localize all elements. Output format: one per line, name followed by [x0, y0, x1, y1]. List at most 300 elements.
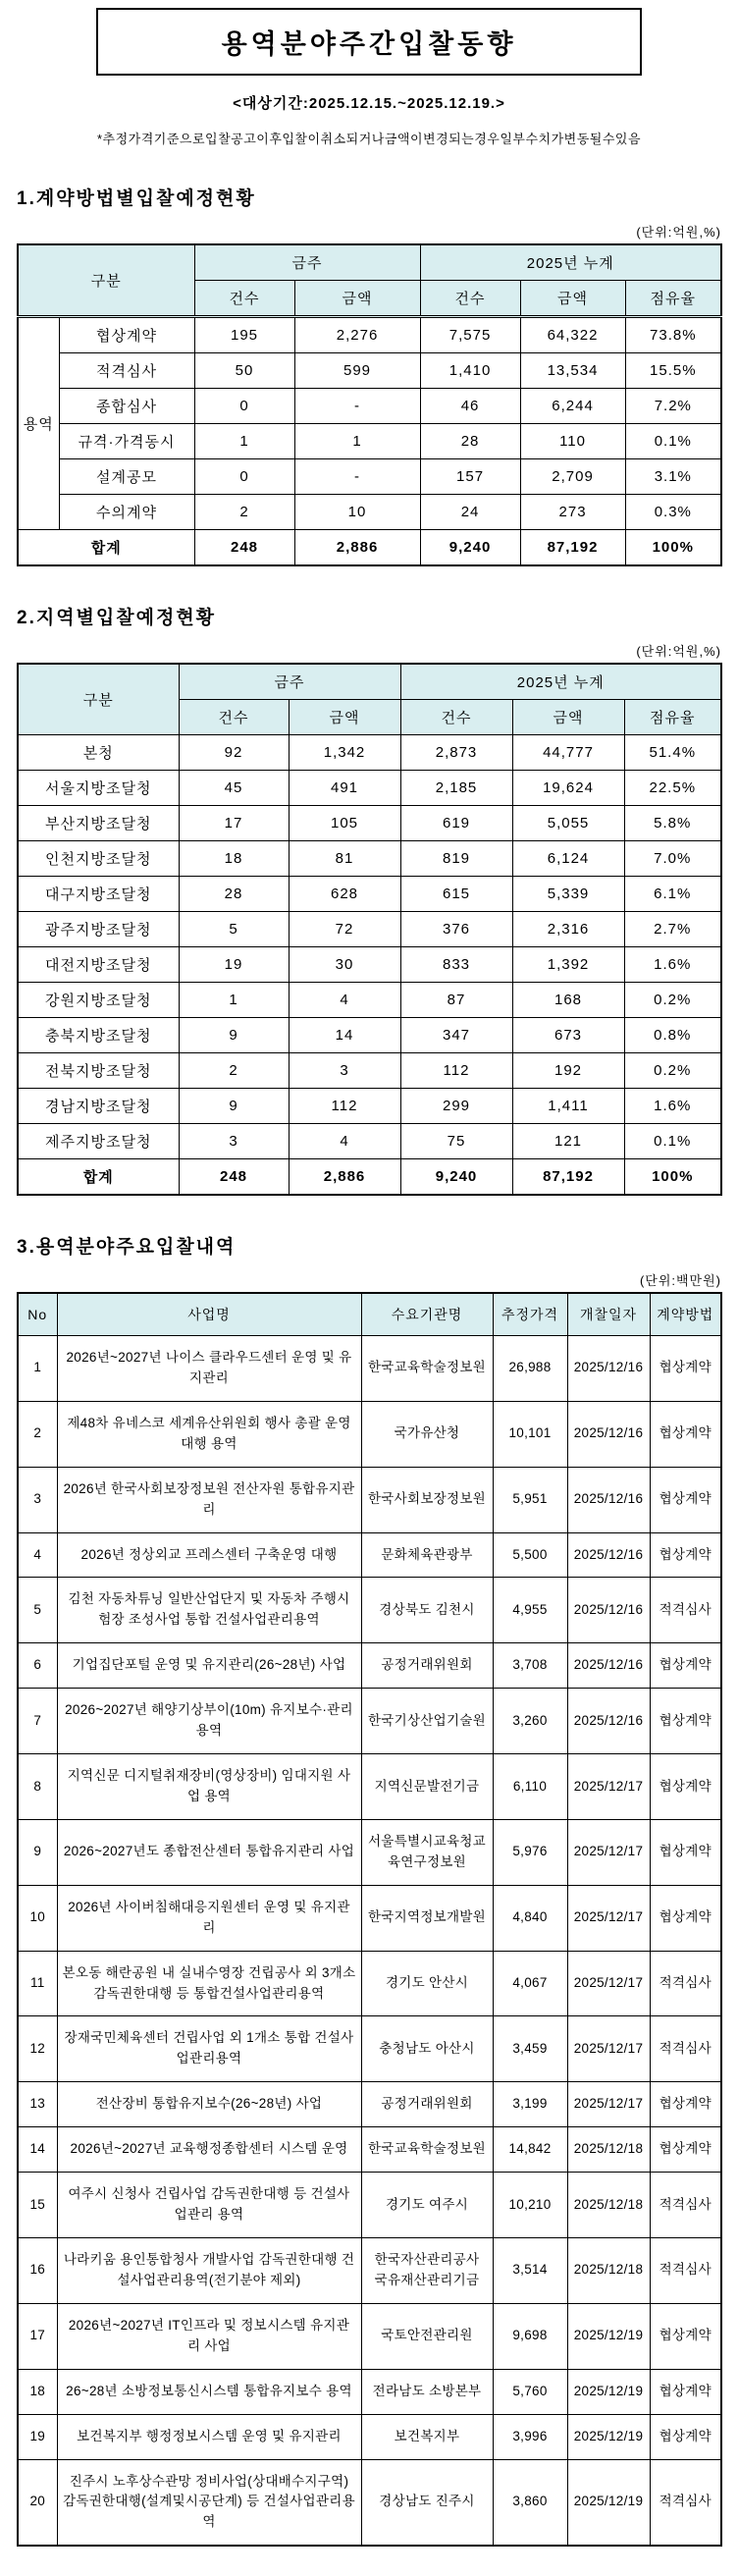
- share-header: 점유율: [624, 700, 721, 735]
- share-cell: 1.6%: [624, 1089, 721, 1124]
- table-row: [18, 2303, 721, 2369]
- table-row: [18, 912, 721, 947]
- table-row: [18, 1467, 721, 1532]
- row-number: 18: [18, 2369, 57, 2414]
- date-cell: 2025/12/17: [567, 1819, 650, 1885]
- table-row: [18, 495, 721, 530]
- table-row: [18, 2016, 721, 2082]
- amount-cell: 491: [289, 771, 400, 806]
- method-cell: 협상계약: [650, 2082, 721, 2127]
- share-cell: 0.2%: [624, 983, 721, 1018]
- amount-cell: 2,709: [520, 459, 625, 495]
- method-cell: 협상계약: [650, 1467, 721, 1532]
- org-cell: 서울특별시교육청교육연구정보원: [361, 1819, 493, 1885]
- org-cell: 공정거래위원회: [361, 2082, 493, 2127]
- amount-cell: 13,534: [520, 353, 625, 389]
- amount-cell: 81: [289, 841, 400, 877]
- count-cell: 18: [179, 841, 289, 877]
- table-row: [18, 841, 721, 877]
- count-cell: 2: [194, 495, 294, 530]
- project-name-cell: 김천 자동차튜닝 일반산업단지 및 자동차 주행시험장 조성사업 통합 건설사업관리용역: [57, 1578, 361, 1643]
- table-row: [18, 459, 721, 495]
- count-header: 건수: [179, 700, 289, 735]
- contract-method-table: [17, 243, 722, 566]
- method-cell: 적격심사: [650, 2016, 721, 2082]
- table-row: [18, 317, 721, 353]
- count-cell: 248: [194, 530, 294, 566]
- project-name-cell: 2026~2027년도 종합전산센터 통합유지관리 사업: [57, 1819, 361, 1885]
- date-cell: 2025/12/18: [567, 2173, 650, 2238]
- share-cell: 15.5%: [625, 353, 721, 389]
- count-cell: 619: [400, 806, 512, 841]
- table-row: [18, 1532, 721, 1578]
- org-header: 수요기관명: [361, 1293, 493, 1336]
- method-cell: 협상계약: [650, 1336, 721, 1402]
- no-header: No: [18, 1293, 57, 1336]
- org-cell: 경기도 여주시: [361, 2173, 493, 2238]
- method-cell: 적격심사: [650, 2237, 721, 2303]
- project-name-cell: 장재국민체육센터 건립사업 외 1개소 통합 건설사업관리용역: [57, 2016, 361, 2082]
- method-cell: 협상계약: [650, 1885, 721, 1951]
- method-cell: 협상계약: [650, 2414, 721, 2459]
- amount-cell: 6,244: [520, 389, 625, 424]
- method-cell: 적격심사: [650, 2459, 721, 2546]
- row-number: 2: [18, 1401, 57, 1467]
- table-header-row: [18, 1293, 721, 1336]
- count-cell: 1: [194, 424, 294, 459]
- count-cell: 9,240: [400, 1159, 512, 1196]
- group-label-cell: 용역: [18, 317, 59, 530]
- amount-cell: 5,055: [512, 806, 624, 841]
- count-cell: 50: [194, 353, 294, 389]
- row-number: 4: [18, 1532, 57, 1578]
- share-cell: 6.1%: [624, 877, 721, 912]
- price-cell: 10,101: [493, 1401, 567, 1467]
- share-cell: 100%: [625, 530, 721, 566]
- org-cell: 한국기상산업기술원: [361, 1689, 493, 1754]
- date-cell: 2025/12/17: [567, 1951, 650, 2016]
- table-row: [18, 1885, 721, 1951]
- method-cell: 협상계약: [650, 2369, 721, 2414]
- amount-cell: 1,411: [512, 1089, 624, 1124]
- org-cell: 한국교육학술정보원: [361, 2127, 493, 2173]
- project-name-cell: 2026년 정상외교 프레스센터 구축운영 대행: [57, 1532, 361, 1578]
- date-cell: 2025/12/16: [567, 1643, 650, 1689]
- table-row: [18, 2369, 721, 2414]
- table-header-row: [18, 664, 721, 700]
- row-number: 8: [18, 1754, 57, 1820]
- org-cell: 경상남도 진주시: [361, 2459, 493, 2546]
- this-week-header: 금주: [179, 664, 400, 700]
- amount-cell: 19,624: [512, 771, 624, 806]
- price-cell: 14,842: [493, 2127, 567, 2173]
- row-number: 3: [18, 1467, 57, 1532]
- amount-cell: 2,886: [289, 1159, 400, 1196]
- count-cell: 833: [400, 947, 512, 983]
- total-row: [18, 1159, 721, 1196]
- region-label: 충북지방조달청: [18, 1018, 179, 1053]
- count-cell: 45: [179, 771, 289, 806]
- org-cell: 경기도 안산시: [361, 1951, 493, 2016]
- count-cell: 1,410: [420, 353, 520, 389]
- org-cell: 한국교육학술정보원: [361, 1336, 493, 1402]
- count-cell: 2,185: [400, 771, 512, 806]
- org-cell: 한국자산관리공사 국유재산관리기금: [361, 2237, 493, 2303]
- price-cell: 3,260: [493, 1689, 567, 1754]
- method-cell: 적격심사: [650, 1578, 721, 1643]
- table-row: [18, 389, 721, 424]
- share-cell: 0.1%: [624, 1124, 721, 1159]
- amount-cell: 273: [520, 495, 625, 530]
- row-label: 수의계약: [59, 495, 194, 530]
- region-label: 본청: [18, 735, 179, 771]
- method-cell: 협상계약: [650, 2127, 721, 2173]
- price-cell: 6,110: [493, 1754, 567, 1820]
- row-label: 설계공모: [59, 459, 194, 495]
- date-cell: 2025/12/16: [567, 1401, 650, 1467]
- date-cell: 2025/12/16: [567, 1578, 650, 1643]
- table-row: [18, 2127, 721, 2173]
- date-cell: 2025/12/19: [567, 2303, 650, 2369]
- price-cell: 3,708: [493, 1643, 567, 1689]
- section1-unit-label: (단위:억원,%): [636, 225, 721, 240]
- count-cell: 9: [179, 1089, 289, 1124]
- amount-cell: 44,777: [512, 735, 624, 771]
- price-header: 추정가격: [493, 1293, 567, 1336]
- this-week-header: 금주: [194, 244, 420, 281]
- count-cell: 248: [179, 1159, 289, 1196]
- date-cell: 2025/12/17: [567, 1885, 650, 1951]
- region-label: 전북지방조달청: [18, 1053, 179, 1089]
- share-cell: 2.7%: [624, 912, 721, 947]
- section2-heading: 2.지역별입찰예정현황: [17, 608, 217, 628]
- project-name-cell: 2026~2027년 해양기상부이(10m) 유지보수·관리용역: [57, 1689, 361, 1754]
- count-cell: 299: [400, 1089, 512, 1124]
- table-row: [18, 1089, 721, 1124]
- region-label: 인천지방조달청: [18, 841, 179, 877]
- count-cell: 2: [179, 1053, 289, 1089]
- region-label: 강원지방조달청: [18, 983, 179, 1018]
- table-row: [18, 983, 721, 1018]
- table-row: [18, 1951, 721, 2016]
- method-cell: 협상계약: [650, 1689, 721, 1754]
- price-cell: 3,199: [493, 2082, 567, 2127]
- project-name-header: 사업명: [57, 1293, 361, 1336]
- count-cell: 75: [400, 1124, 512, 1159]
- method-cell: 적격심사: [650, 1951, 721, 2016]
- amount-cell: 673: [512, 1018, 624, 1053]
- method-cell: 협상계약: [650, 1401, 721, 1467]
- org-cell: 한국사회보장정보원: [361, 1467, 493, 1532]
- amount-cell: 2,276: [294, 317, 420, 353]
- count-header: 건수: [420, 281, 520, 317]
- org-cell: 전라남도 소방본부: [361, 2369, 493, 2414]
- amount-header: 금액: [512, 700, 624, 735]
- section3-unit-label: (단위:백만원): [639, 1273, 721, 1288]
- total-row: [18, 530, 721, 566]
- region-label: 서울지방조달청: [18, 771, 179, 806]
- project-name-cell: 지역신문 디지털취재장비(영상장비) 임대지원 사업 용역: [57, 1754, 361, 1820]
- count-cell: 7,575: [420, 317, 520, 353]
- table-row: [18, 2082, 721, 2127]
- share-cell: 0.2%: [624, 1053, 721, 1089]
- date-cell: 2025/12/18: [567, 2127, 650, 2173]
- project-name-cell: 기업집단포털 운영 및 유지관리(26~28년) 사업: [57, 1643, 361, 1689]
- row-label: 규격·가격동시: [59, 424, 194, 459]
- amount-cell: 6,124: [512, 841, 624, 877]
- amount-header: 금액: [294, 281, 420, 317]
- table-row: [18, 1754, 721, 1820]
- count-cell: 615: [400, 877, 512, 912]
- amount-cell: -: [294, 389, 420, 424]
- row-label: 협상계약: [59, 317, 194, 353]
- project-name-cell: 보건복지부 행정정보시스템 운영 및 유지관리: [57, 2414, 361, 2459]
- share-cell: 0.3%: [625, 495, 721, 530]
- row-number: 5: [18, 1578, 57, 1643]
- org-cell: 국가유산청: [361, 1401, 493, 1467]
- table-row: [18, 353, 721, 389]
- share-cell: 3.1%: [625, 459, 721, 495]
- amount-cell: 64,322: [520, 317, 625, 353]
- method-cell: 협상계약: [650, 1532, 721, 1578]
- share-cell: 73.8%: [625, 317, 721, 353]
- region-table: [17, 663, 722, 1196]
- report-title-box: [96, 8, 642, 76]
- section3-heading: 3.용역분야주요입찰내역: [17, 1237, 237, 1258]
- share-cell: 7.0%: [624, 841, 721, 877]
- total-label: 합계: [18, 530, 194, 566]
- table-row: [18, 735, 721, 771]
- amount-cell: 168: [512, 983, 624, 1018]
- count-cell: 0: [194, 389, 294, 424]
- share-cell: 1.6%: [624, 947, 721, 983]
- price-cell: 10,210: [493, 2173, 567, 2238]
- project-name-cell: 여주시 신청사 건립사업 감독권한대행 등 건설사업관리 용역: [57, 2173, 361, 2238]
- method-cell: 협상계약: [650, 1754, 721, 1820]
- org-cell: 보건복지부: [361, 2414, 493, 2459]
- row-number: 12: [18, 2016, 57, 2082]
- region-label: 대구지방조달청: [18, 877, 179, 912]
- count-cell: 3: [179, 1124, 289, 1159]
- table-row: [18, 1689, 721, 1754]
- region-label: 광주지방조달청: [18, 912, 179, 947]
- count-cell: 92: [179, 735, 289, 771]
- amount-cell: 87,192: [520, 530, 625, 566]
- org-cell: 경상북도 김천시: [361, 1578, 493, 1643]
- table-row: [18, 2173, 721, 2238]
- row-number: 11: [18, 1951, 57, 2016]
- amount-cell: 4: [289, 983, 400, 1018]
- amount-header: 금액: [289, 700, 400, 735]
- amount-cell: 121: [512, 1124, 624, 1159]
- price-cell: 26,988: [493, 1336, 567, 1402]
- row-number: 15: [18, 2173, 57, 2238]
- count-cell: 2,873: [400, 735, 512, 771]
- amount-cell: 1: [294, 424, 420, 459]
- count-cell: 0: [194, 459, 294, 495]
- org-cell: 국토안전관리원: [361, 2303, 493, 2369]
- count-cell: 376: [400, 912, 512, 947]
- count-cell: 819: [400, 841, 512, 877]
- amount-cell: 5,339: [512, 877, 624, 912]
- share-cell: 0.1%: [625, 424, 721, 459]
- project-name-cell: 2026년 사이버침해대응지원센터 운영 및 유지관리: [57, 1885, 361, 1951]
- amount-cell: 87,192: [512, 1159, 624, 1196]
- report-title: 용역분야주간입찰동향: [221, 29, 517, 59]
- count-cell: 24: [420, 495, 520, 530]
- count-cell: 9,240: [420, 530, 520, 566]
- count-cell: 5: [179, 912, 289, 947]
- table-row: [18, 806, 721, 841]
- amount-cell: 10: [294, 495, 420, 530]
- price-cell: 5,500: [493, 1532, 567, 1578]
- row-number: 14: [18, 2127, 57, 2173]
- amount-cell: 72: [289, 912, 400, 947]
- amount-cell: 1,342: [289, 735, 400, 771]
- report-note: *추정가격기준으로입찰공고이후입찰이취소되거나금액이변경되는경우일부수치가변동될수있음: [97, 132, 641, 146]
- gubun-header: 구분: [18, 244, 194, 317]
- method-cell: 적격심사: [650, 2173, 721, 2238]
- project-name-cell: 나라키움 용인통합청사 개발사업 감독권한대행 건설사업관리용역(전기분야 제외): [57, 2237, 361, 2303]
- section2-unit-label: (단위:억원,%): [636, 644, 721, 659]
- row-number: 9: [18, 1819, 57, 1885]
- report-period: <대상기간:2025.12.15.~2025.12.19.>: [233, 95, 505, 112]
- region-label: 제주지방조달청: [18, 1124, 179, 1159]
- count-cell: 1: [179, 983, 289, 1018]
- amount-cell: 110: [520, 424, 625, 459]
- amount-cell: 192: [512, 1053, 624, 1089]
- cumulative-header: 2025년 누계: [420, 244, 721, 281]
- count-cell: 347: [400, 1018, 512, 1053]
- share-header: 점유율: [625, 281, 721, 317]
- date-cell: 2025/12/17: [567, 2016, 650, 2082]
- table-row: [18, 1401, 721, 1467]
- count-cell: 112: [400, 1053, 512, 1089]
- price-cell: 4,067: [493, 1951, 567, 2016]
- bid-details-table: [17, 1292, 722, 2547]
- project-name-cell: 제48차 유네스코 세계유산위원회 행사 총괄 운영 대행 용역: [57, 1401, 361, 1467]
- project-name-cell: 본오동 해란공원 내 실내수영장 건립공사 외 3개소 감독권한대행 등 통합건설사업관리용역: [57, 1951, 361, 2016]
- count-cell: 46: [420, 389, 520, 424]
- table-header-row: [18, 244, 721, 281]
- date-cell: 2025/12/18: [567, 2237, 650, 2303]
- table-row: [18, 2237, 721, 2303]
- project-name-cell: 전산장비 통합유지보수(26~28년) 사업: [57, 2082, 361, 2127]
- price-cell: 5,976: [493, 1819, 567, 1885]
- row-number: 13: [18, 2082, 57, 2127]
- date-cell: 2025/12/16: [567, 1336, 650, 1402]
- amount-cell: 2,316: [512, 912, 624, 947]
- date-header: 개찰일자: [567, 1293, 650, 1336]
- price-cell: 3,996: [493, 2414, 567, 2459]
- price-cell: 9,698: [493, 2303, 567, 2369]
- table-row: [18, 877, 721, 912]
- org-cell: 한국지역정보개발원: [361, 1885, 493, 1951]
- row-number: 10: [18, 1885, 57, 1951]
- price-cell: 3,514: [493, 2237, 567, 2303]
- amount-cell: 1,392: [512, 947, 624, 983]
- amount-cell: 3: [289, 1053, 400, 1089]
- project-name-cell: 2026년~2027년 교육행정종합센터 시스템 운영: [57, 2127, 361, 2173]
- total-label: 합계: [18, 1159, 179, 1196]
- org-cell: 문화체육관광부: [361, 1532, 493, 1578]
- share-cell: 5.8%: [624, 806, 721, 841]
- org-cell: 충청남도 아산시: [361, 2016, 493, 2082]
- table-row: [18, 1336, 721, 1402]
- price-cell: 5,760: [493, 2369, 567, 2414]
- method-cell: 협상계약: [650, 2303, 721, 2369]
- table-row: [18, 2459, 721, 2546]
- amount-cell: 2,886: [294, 530, 420, 566]
- row-number: 17: [18, 2303, 57, 2369]
- row-number: 16: [18, 2237, 57, 2303]
- count-cell: 195: [194, 317, 294, 353]
- method-cell: 협상계약: [650, 1643, 721, 1689]
- share-cell: 22.5%: [624, 771, 721, 806]
- count-cell: 28: [420, 424, 520, 459]
- project-name-cell: 2026년 한국사회보장정보원 전산자원 통합유지관리: [57, 1467, 361, 1532]
- table-row: [18, 1643, 721, 1689]
- count-cell: 157: [420, 459, 520, 495]
- row-label: 적격심사: [59, 353, 194, 389]
- price-cell: 4,955: [493, 1578, 567, 1643]
- project-name-cell: 2026년~2027년 나이스 클라우드센터 운영 및 유지관리: [57, 1336, 361, 1402]
- amount-cell: 112: [289, 1089, 400, 1124]
- table-row: [18, 771, 721, 806]
- price-cell: 3,860: [493, 2459, 567, 2546]
- amount-cell: 14: [289, 1018, 400, 1053]
- date-cell: 2025/12/17: [567, 2082, 650, 2127]
- share-cell: 51.4%: [624, 735, 721, 771]
- table-row: [18, 1819, 721, 1885]
- table-row: [18, 424, 721, 459]
- org-cell: 공정거래위원회: [361, 1643, 493, 1689]
- table-row: [18, 947, 721, 983]
- table-row: [18, 1124, 721, 1159]
- row-number: 6: [18, 1643, 57, 1689]
- price-cell: 3,459: [493, 2016, 567, 2082]
- amount-cell: -: [294, 459, 420, 495]
- amount-cell: 30: [289, 947, 400, 983]
- project-name-cell: 2026년~2027년 IT인프라 및 정보시스템 유지관리 사업: [57, 2303, 361, 2369]
- count-header: 건수: [400, 700, 512, 735]
- count-cell: 17: [179, 806, 289, 841]
- method-header: 계약방법: [650, 1293, 721, 1336]
- count-cell: 19: [179, 947, 289, 983]
- row-number: 19: [18, 2414, 57, 2459]
- row-number: 20: [18, 2459, 57, 2546]
- price-cell: 4,840: [493, 1885, 567, 1951]
- date-cell: 2025/12/16: [567, 1689, 650, 1754]
- date-cell: 2025/12/16: [567, 1532, 650, 1578]
- row-label: 종합심사: [59, 389, 194, 424]
- date-cell: 2025/12/19: [567, 2459, 650, 2546]
- region-label: 부산지방조달청: [18, 806, 179, 841]
- amount-cell: 628: [289, 877, 400, 912]
- row-number: 1: [18, 1336, 57, 1402]
- amount-cell: 105: [289, 806, 400, 841]
- region-label: 대전지방조달청: [18, 947, 179, 983]
- date-cell: 2025/12/17: [567, 1754, 650, 1820]
- table-row: [18, 1578, 721, 1643]
- share-cell: 100%: [624, 1159, 721, 1196]
- region-label: 경남지방조달청: [18, 1089, 179, 1124]
- amount-cell: 4: [289, 1124, 400, 1159]
- date-cell: 2025/12/19: [567, 2369, 650, 2414]
- price-cell: 5,951: [493, 1467, 567, 1532]
- project-name-cell: 진주시 노후상수관망 정비사업(상대배수지구역) 감독권한대행(설계및시공단계) 등 건설사업관리용역: [57, 2459, 361, 2546]
- date-cell: 2025/12/16: [567, 1467, 650, 1532]
